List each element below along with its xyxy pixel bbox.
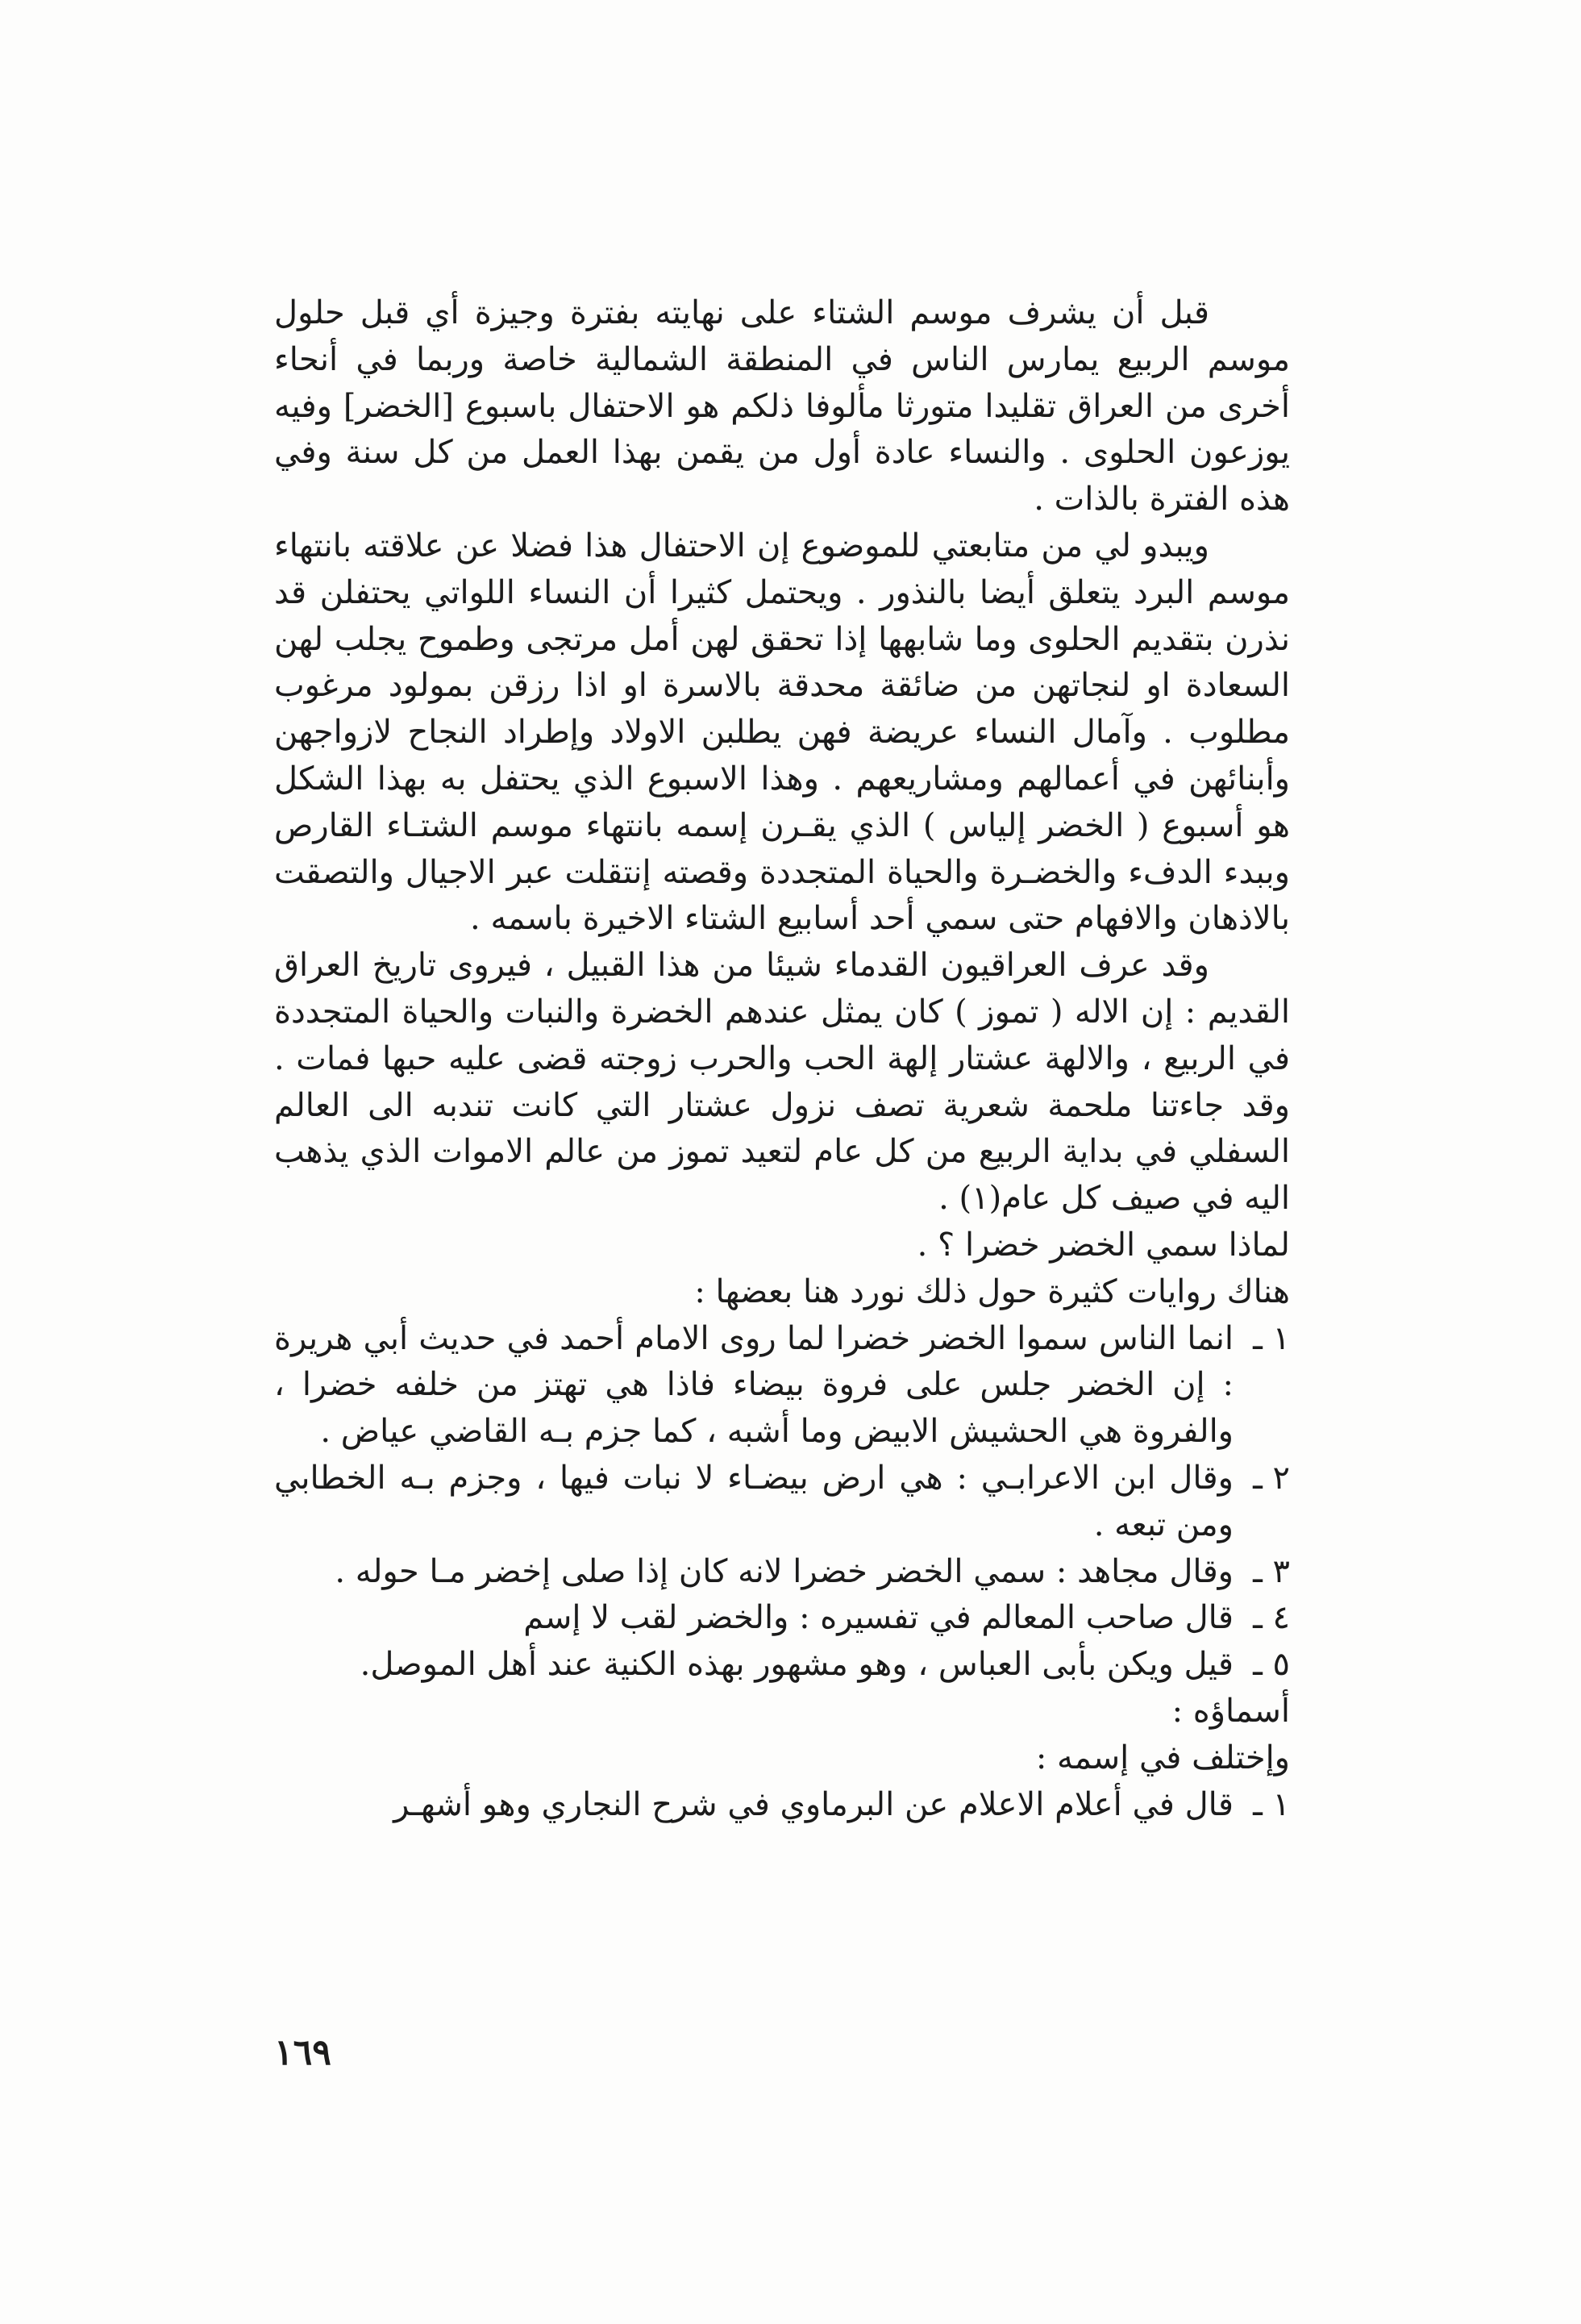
- list-item: [274, 1549, 1290, 1596]
- book-page-text: [274, 290, 1290, 1828]
- list-item: [274, 1456, 1290, 1549]
- reasons-intro: هناك روايات كثيرة حول ذلك نورد هنا بعضها :: [694, 1272, 1290, 1310]
- page-number: ١٦٩: [274, 2032, 331, 2073]
- list-item: [274, 1595, 1290, 1642]
- names-intro: وإختلف في إسمه :: [1035, 1739, 1290, 1776]
- reasons-list: [274, 1316, 1290, 1689]
- names-list: [274, 1782, 1290, 1829]
- paragraph-tammuz: وقد عرف العراقيون القدماء شيئا من هذا القبيل ، فيروى تاريخ العراق القديم : إن الاله ( تموز ) كان يمثل عندهم الخضرة والنبات والحياة المتجددة في الربيع ، والالهة عشتار إلهة الحب والحرب زوجته قضى عليه حبها فمات . وقد جاءتنا ملحمة شعرية تصف نزول عشتار التي كانت تندبه الى العالم السفلي في بداية الربيع من كل عام لتعيد تموز من عالم الاموات الذي يذهب اليه في صيف كل عام(١) .: [274, 947, 1290, 1218]
- list-text: وقال مجاهد : سمي الخضر خضرا لانه كان إذا صلى إخضر مـا حوله .: [335, 1552, 1234, 1590]
- list-number: ٣ ـ: [1253, 1552, 1290, 1590]
- list-text: انما الناس سموا الخضر خضرا لما روى الامام أحمد في حديث أبي هريرة : إن الخضر جلس على فروة بيضاء فاذا هي تهتز من خلفه خضرا ، والفروة هي الحشيش الابيض وما أشبه ، كما جزم بـه القاضي عياض .: [274, 1319, 1234, 1451]
- list-number: ٢ ـ: [1253, 1459, 1290, 1497]
- question-heading: لماذا سمي الخضر خضرا ؟ .: [917, 1226, 1290, 1264]
- list-text: قال صاحب المعالم في تفسيره : والخضر لقب لا إسم: [523, 1599, 1234, 1637]
- list-item: [274, 1782, 1290, 1829]
- list-number: ١ ـ: [1253, 1785, 1290, 1823]
- list-text: قيل ويكن بأبى العباس ، وهو مشهور بهذه الكنية عند أهل الموصل.: [360, 1646, 1234, 1684]
- paragraph-vows: ويبدو لي من متابعتي للموضوع إن الاحتفال هذا فضلا عن علاقته بانتهاء موسم البرد يتعلق أيضا بالنذور . ويحتمل كثيرا أن النساء اللواتي يحتفلن قد نذرن بتقديم الحلوى وما شابهها إذا تحقق لهن أمل مرتجى وطموح يجلب لهن السعادة او لنجاتهن من ضائقة محدقة بالاسرة او اذا رزقن بمولود مرغوب مطلوب . وآمال النساء عريضة فهن يطلبن الاولاد وإطراد النجاح لازواجهن وأبنائهن في أعمالهم ومشاريعهم . وهذا الاسبوع الذي يحتفل به بهذا الشكل هو أسبوع ( الخضر إلياس ) الذي يقـرن إسمه بانتهاء موسم الشتـاء القارص وببدء الدفء والخضـرة والحياة المتجددة وقصته إنتقلت عبر الاجيال والتصقت بالاذهان والافهام حتى سمي أحد أسابيع الشتاء الاخيرة باسمه .: [274, 527, 1290, 938]
- list-item: [274, 1642, 1290, 1689]
- names-heading: أسماؤه :: [1171, 1692, 1290, 1730]
- list-text: وقال ابن الاعرابـي : هي ارض بيضـاء لا نبات فيها ، وجزم بـه الخطابي ومن تبعه .: [274, 1459, 1234, 1543]
- list-number: ١ ـ: [1253, 1319, 1290, 1357]
- list-item: [274, 1316, 1290, 1456]
- list-text: قال في أعلام الاعلام عن البرماوي في شرح النجاري وهو أشهـر: [393, 1785, 1234, 1823]
- paragraph-khidr-week: قبل أن يشرف موسم الشتاء على نهايته بفترة وجيزة أي قبل حلول موسم الربيع يمارس الناس في المنطقة الشمالية خاصة وربما في أنحاء أخرى من العراق تقليدا متورثا مألوفا ذلكم هو الاحتفال باسبوع [الخضر] وفيه يوزعون الحلوى . والنساء عادة أول من يقمن بهذا العمل من كل سنة وفي هذه الفترة بالذات .: [274, 294, 1291, 519]
- list-number: ٥ ـ: [1253, 1646, 1290, 1684]
- list-number: ٤ ـ: [1253, 1599, 1290, 1637]
